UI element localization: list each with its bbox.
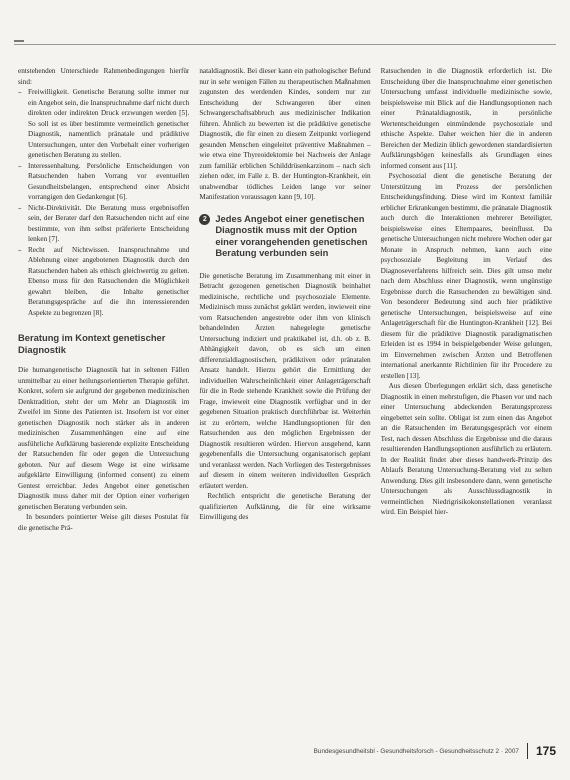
page-number: 175 — [535, 744, 556, 758]
paragraph: Psychosozial dient die genetische Beratung der Unterstützung im Prozess der persönlichen Entscheidungsfindung. Diese wird im Kontext familiär erblicher Erkrankungen bestimmt, die pränatale Diagnostik auch durch die Interaktionen mehrerer Beteiligter, beispielsweise eines Elternpaares, beeinflusst. Da genetische Untersuchungen nicht mehrere Wochen oder gar Monate in Anspruch nehmen, kann auch eine psychosoziale Begleitung im Verlauf des Diagnoseverfahrens hilfreich sein. Dies gilt umso mehr nach dem Abschluss einer Diagnostik, wenn ungünstige Ergebnisse durch die Ratsuchenden zu bewältigen sind. Von besonderer Bedeutung sind auch hier prädiktive genetische Untersuchungen, beispielsweise auf eine Anlageträgerschaft für die Huntington-Krankheit [12]. Bei diesem für die prädiktive Diagnostik paradigmatischen Erleiden ist es 1994 in beispielgebender Weise gelungen, im Einvernehmen zwischen Ärzten und Betroffenen international anerkannte Richtlinien für ihr Procedere zu erstellen [13]. — [380, 172, 552, 380]
paragraph: Die genetische Beratung im Zusammenhang mit einer in Betracht gezogenen genetischen Diagnostik beinhaltet medizinische, rechtliche und psychosoziale Elemente. Medizinisch muss zunächst geklärt werden, inwieweit eine vom Ratsuchenden angestrebte oder ihm von klinisch behandelnden Ärzten nahegelegte genetische Untersuchung indiziert und praktikabel ist, d.h. ob z. B. Abhängigkeit davon, ob es sich um einen differenzialdiagnostischen, prädiktiven oder pränatalen Ansatz handelt. Hierzu gehört die Ermittlung der individuellen Wahrscheinlichkeit einer Anlageträgerschaft für die in Rede stehende Krankheit sowie die Prüfung der Frage, inwieweit eine Diagnostik verfügbar und in der gegebenen Situation praktisch durchführbar ist. Weiterhin ist zu erörtern, welche Handlungsoptionen für den Ratsuchenden aus den möglichen Ergebnissen der Diagnostik resultieren würden. Hiervon ausgehend, kann gegebenenfalls die Untersuchung organisatorisch geplant und veranlasst werden. Nach Vorliegen des Testergebnisses auf diesem in einem weiteren individuellen Gespräch erläutert werden. — [199, 271, 371, 490]
footer-divider — [527, 743, 528, 759]
article-body — [18, 66, 552, 736]
bullet-icon: – — [18, 244, 22, 254]
bullet-icon: – — [18, 87, 22, 96]
column-1 — [18, 66, 189, 736]
header-rule — [14, 44, 556, 45]
bullet-icon: – — [18, 202, 22, 212]
paragraph: Die humangenetische Diagnostik hat in seltenen Fällen unmittelbar zu einer heilungsorientierten Therapie geführt. Konkret, sofern sie aufgrund der gegebenen medizinischen Denktradition, steht der um Mehr an Diagnostik im Zweifel im Sinne des Patienten ist. Insofern ist vor einer genetischen Diagnostik noch stärker als in anderen medizinischen Zusammenhängen eine auf eine ausführliche Aufklärung basierende explizite Entscheidung der Ratsuchenden für oder gegen die Untersuchung geboten. Nur auf diesem Wege ist eine wirksame aufgeklärte Einwilligung (informed consent) zu einem Gentest erreichbar. Jedes Angebot einer genetischen Diagnostik muss daher mit der Option einer vorherigen genetischen Beratung verbunden sein. — [18, 366, 190, 511]
list-item: – Freiwilligkeit. Genetische Beratung sollte immer nur ein Angebot sein, die Inanspruchnahme darf nicht durch direkten oder indirekten Druck erzwungen werden [5]. So soll ist es über bestimmte vermeintlich genetischer Diagnostik, namentlich pränatale und prädiktive Untersuchungen, unter den Vorbehalt einer vorherigen genetischen Beratung zu stellen. — [18, 87, 190, 159]
column-3 — [381, 66, 552, 736]
paragraph: In besonders pointierter Weise gilt dieses Postulat für die genetische Prä- — [18, 513, 190, 532]
paragraph: entstehenden Unterschiede Rahmenbedingungen hierfür sind: — [18, 67, 190, 86]
column-2 — [199, 66, 370, 736]
header-rule-mark — [14, 40, 24, 42]
bullet-icon: – — [18, 160, 22, 170]
list-item: – Interessenhaltung. Persönliche Entscheidungen von Ratsuchenden haben Vorrang vor eventuellen Gesundheitsbelangen, entsprechend einer Absicht vorrangigen den Gedankengut [6]. — [18, 160, 190, 201]
journal-citation: Bundesgesundheitsbl - Gesundheitsforsch - Gesundheitsschutz 2 · 2007 — [313, 747, 519, 755]
paragraph: nataldiagnostik. Bei dieser kann ein pathologischer Befund nur in sehr wenigen Fällen zu therapeutischen Maßnahmen zugunsten des werdenden Kindes, sondern nur zur Entscheidung der Schwangeren über einen Schwangerschaftsabbruch aus medizinischer Indikation führen. Ähnlich zu bewerten ist die prädiktive genetische Diagnostik, die für einen zu diesem Zeitpunkt vorliegend gesunden Menschen eingeleitet präventive Maßnahmen – wie etwa eine Thyreoidektomie bei Nachweis der Anlage zum familiär erblichen Schilddrüsenkarzinom – nach sich ziehen oder, im Falle z. B. der Huntington-Krankheit, ein unabwendbar tödliches Leiden lange vor seiner Manifestation voraussagen kann [9, 10]. — [199, 67, 371, 201]
list-item: – Recht auf Nichtwissen. Inanspruchnahme und Ablehnung einer angebotenen Diagnostik durch den Ratsuchenden haben als ethisch gleichwertig zu gelten. Ebenso muss für den Ratsuchenden die Möglichkeit gewahrt bleiben, die Inhalte genetischer Beratungsgespräche auf die ihn interessierenden Aspekte zu begrenzen [8]. — [18, 244, 190, 317]
paragraph: Aus diesen Überlegungen erklärt sich, dass genetische Diagnostik in einen mehrstufigen, die Phasen vor und nach einer Untersuchung abdeckenden Beratungsprozess eingebettet sein sollte. Obligat ist zum einen das Angebot an die Ratsuchenden im Beratungsgespräch vor einem Test, nach dessen Abschluss die Ergebnisse und die daraus resultierenden Handlungsoptionen ausführlich zu erläutern. In der Realität findet aber dieses handwerk-Prinzip des Ablaufs Beratung Untersuchung-Beratung viel zu selten Anwendung. Dies gilt insbesondere dann, wenn genetische Untersuchungen als Ausschlussdiagnostik in vermeintlichen Niedrigrisikokonstellationen veranlasst wird. Ein Beispiel hier- — [380, 382, 552, 516]
page-footer — [18, 741, 556, 761]
thesis-text: Jedes Angebot einer genetischen Diagnostik muss mit der Option einer vorangehenden genetischen Beratung verbunden sein — [215, 212, 368, 258]
principles-list — [18, 87, 189, 318]
paragraph: Ratsuchenden in die Diagnostik erforderlich ist. Die Entscheidung über die Inanspruchnahme einer genetischen Untersuchung umfasst individuelle medizinische sowie, beispielsweise mit Blick auf die Handlungsoptionen nach einer Pränataldiagnostik, in persönliche Wertentscheidungen einmündende psychosoziale und ethische Aspekte. Daher weichen hier die in anderen Bereichen der Medizin üblich gewordenen standardisierten Aufklärungsbögen keinesfalls als Grundlagen eines informed consent aus [11]. — [380, 67, 552, 170]
section-heading: Beratung im Kontext genetischer Diagnostik — [18, 332, 166, 355]
thesis-number-badge: 2 — [199, 214, 210, 225]
thesis-callout — [199, 213, 370, 259]
paragraph: Rechtlich entspricht die genetische Beratung der qualifizierten Aufklärung, die für eine wirksame Einwilligung des — [199, 492, 371, 521]
list-item: – Nicht-Direktivität. Die Beratung muss ergebnisoffen sein, der Berater darf den Ratsuchenden nicht auf eine bestimmte, von ihm selbst präferierte Entscheidung lenken [7]. — [18, 202, 190, 243]
